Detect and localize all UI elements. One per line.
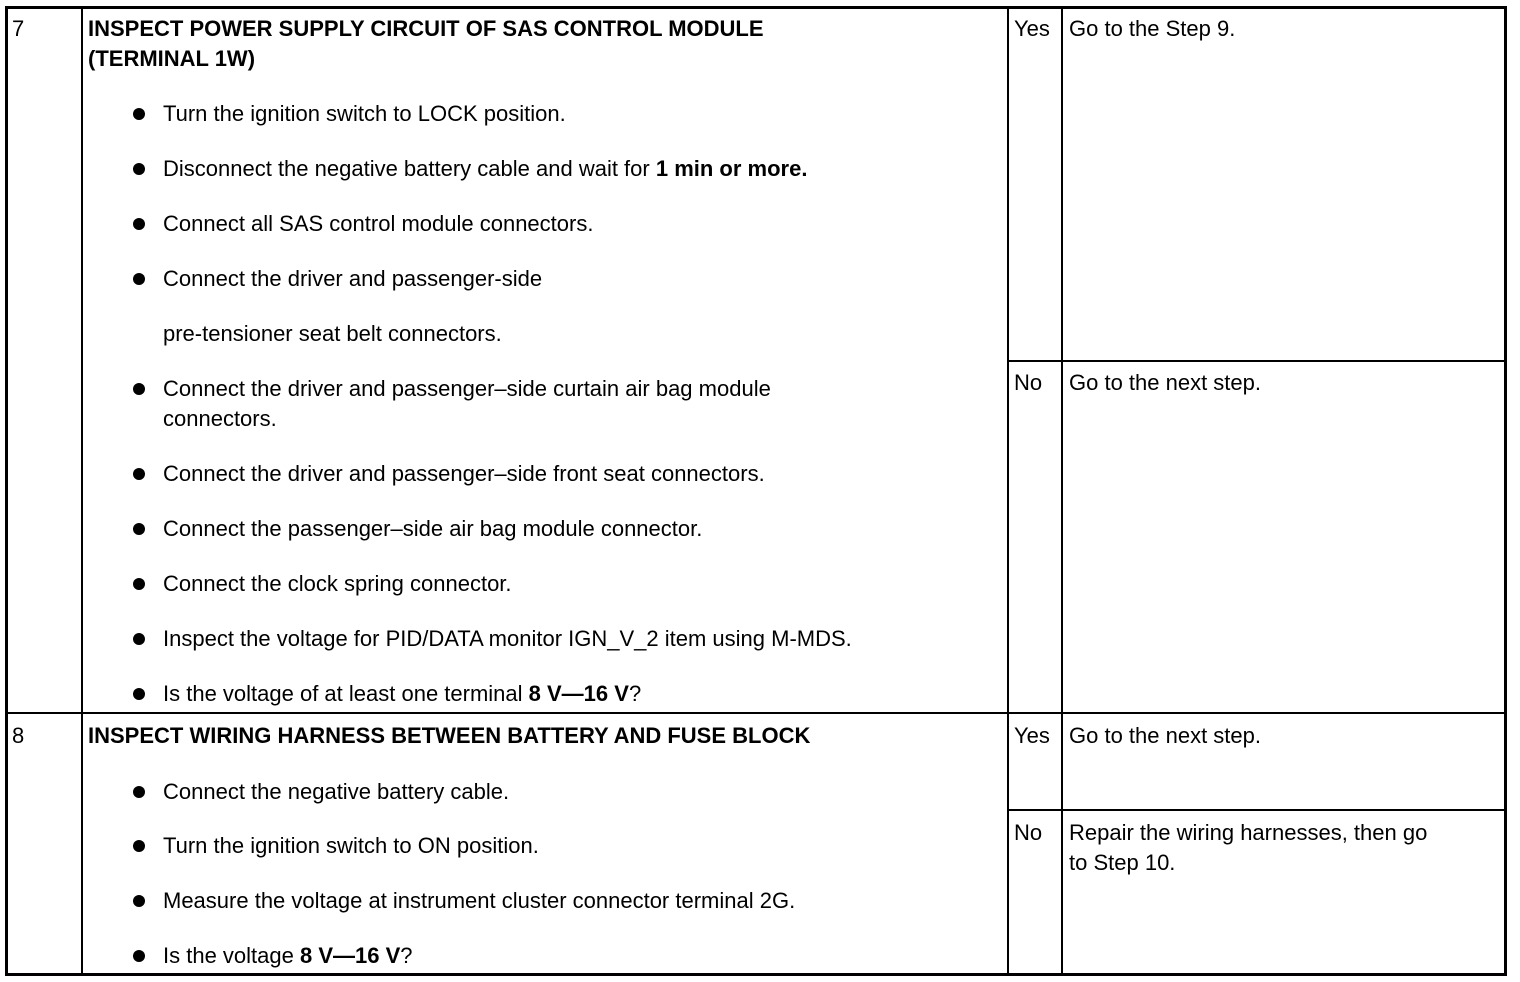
bullet-icon xyxy=(133,273,145,285)
yes-action: Go to the next step. xyxy=(1069,723,1262,748)
yes-action: Go to the Step 9. xyxy=(1069,16,1236,41)
bullet-text: Disconnect the negative battery cable and wait for 1 min or more. xyxy=(163,156,808,181)
yes-label: Yes xyxy=(1014,16,1050,41)
bullet-text: Connect the negative battery cable. xyxy=(163,779,510,804)
bullet-text: Is the voltage 8 V—16 V? xyxy=(163,943,413,968)
bullet-icon xyxy=(133,383,145,395)
row8-yes-no-divider xyxy=(1007,809,1504,811)
bullet-continuation: pre-tensioner seat belt connectors. xyxy=(163,321,502,346)
bullet-text: Turn the ignition switch to LOCK position. xyxy=(163,101,566,126)
bullet-text: Is the voltage of at least one terminal 8 V—16 V? xyxy=(163,681,642,706)
bullet-text: Connect the driver and passenger–side front seat connectors. xyxy=(163,461,765,486)
bullet-text: Turn the ignition switch to ON position. xyxy=(163,833,539,858)
bullet-emphasis: 8 V—16 V xyxy=(528,681,629,706)
bullet-icon xyxy=(133,786,145,798)
bullet-icon xyxy=(133,218,145,230)
bullet-text: Inspect the voltage for PID/DATA monitor IGN_V_2 item using M-MDS. xyxy=(163,626,852,651)
row-divider-7-8 xyxy=(8,712,1504,714)
col-divider-action xyxy=(1007,8,1009,974)
no-action-line2: to Step 10. xyxy=(1069,850,1176,875)
bullet-icon xyxy=(133,840,145,852)
step-title-line2: (TERMINAL 1W) xyxy=(88,46,256,71)
bullet-icon xyxy=(133,163,145,175)
bullet-icon xyxy=(133,688,145,700)
bullet-icon xyxy=(133,108,145,120)
step-title: INSPECT WIRING HARNESS BETWEEN BATTERY AND FUSE BLOCK xyxy=(88,723,811,748)
bullet-icon xyxy=(133,633,145,645)
bullet-icon xyxy=(133,468,145,480)
bullet-text-line2: connectors. xyxy=(163,406,277,431)
col-divider-result xyxy=(1061,8,1063,974)
bullet-text: Connect all SAS control module connectors. xyxy=(163,211,594,236)
bullet-emphasis: 1 min or more. xyxy=(655,156,808,181)
yes-label: Yes xyxy=(1014,723,1050,748)
col-divider-step xyxy=(81,8,83,974)
bullet-icon xyxy=(133,523,145,535)
bullet-text: Measure the voltage at instrument cluster connector terminal 2G. xyxy=(163,888,796,913)
no-action: Go to the next step. xyxy=(1069,370,1262,395)
step-number: 8 xyxy=(12,723,25,748)
no-label: No xyxy=(1014,370,1043,395)
bullet-icon xyxy=(133,895,145,907)
bullet-text: Connect the clock spring connector. xyxy=(163,571,512,596)
step-number: 7 xyxy=(12,16,25,41)
bullet-icon xyxy=(133,950,145,962)
step-title: INSPECT POWER SUPPLY CIRCUIT OF SAS CONTROL MODULE xyxy=(88,16,764,41)
bullet-text: Connect the passenger–side air bag module connector. xyxy=(163,516,703,541)
bullet-emphasis: 8 V—16 V xyxy=(299,943,401,968)
no-label: No xyxy=(1014,820,1043,845)
row7-yes-no-divider xyxy=(1007,360,1504,362)
bullet-icon xyxy=(133,578,145,590)
bullet-text: Connect the driver and passenger–side curtain air bag module xyxy=(163,376,771,401)
no-action: Repair the wiring harnesses, then go xyxy=(1069,820,1428,845)
bullet-text: Connect the driver and passenger-side xyxy=(163,266,543,291)
